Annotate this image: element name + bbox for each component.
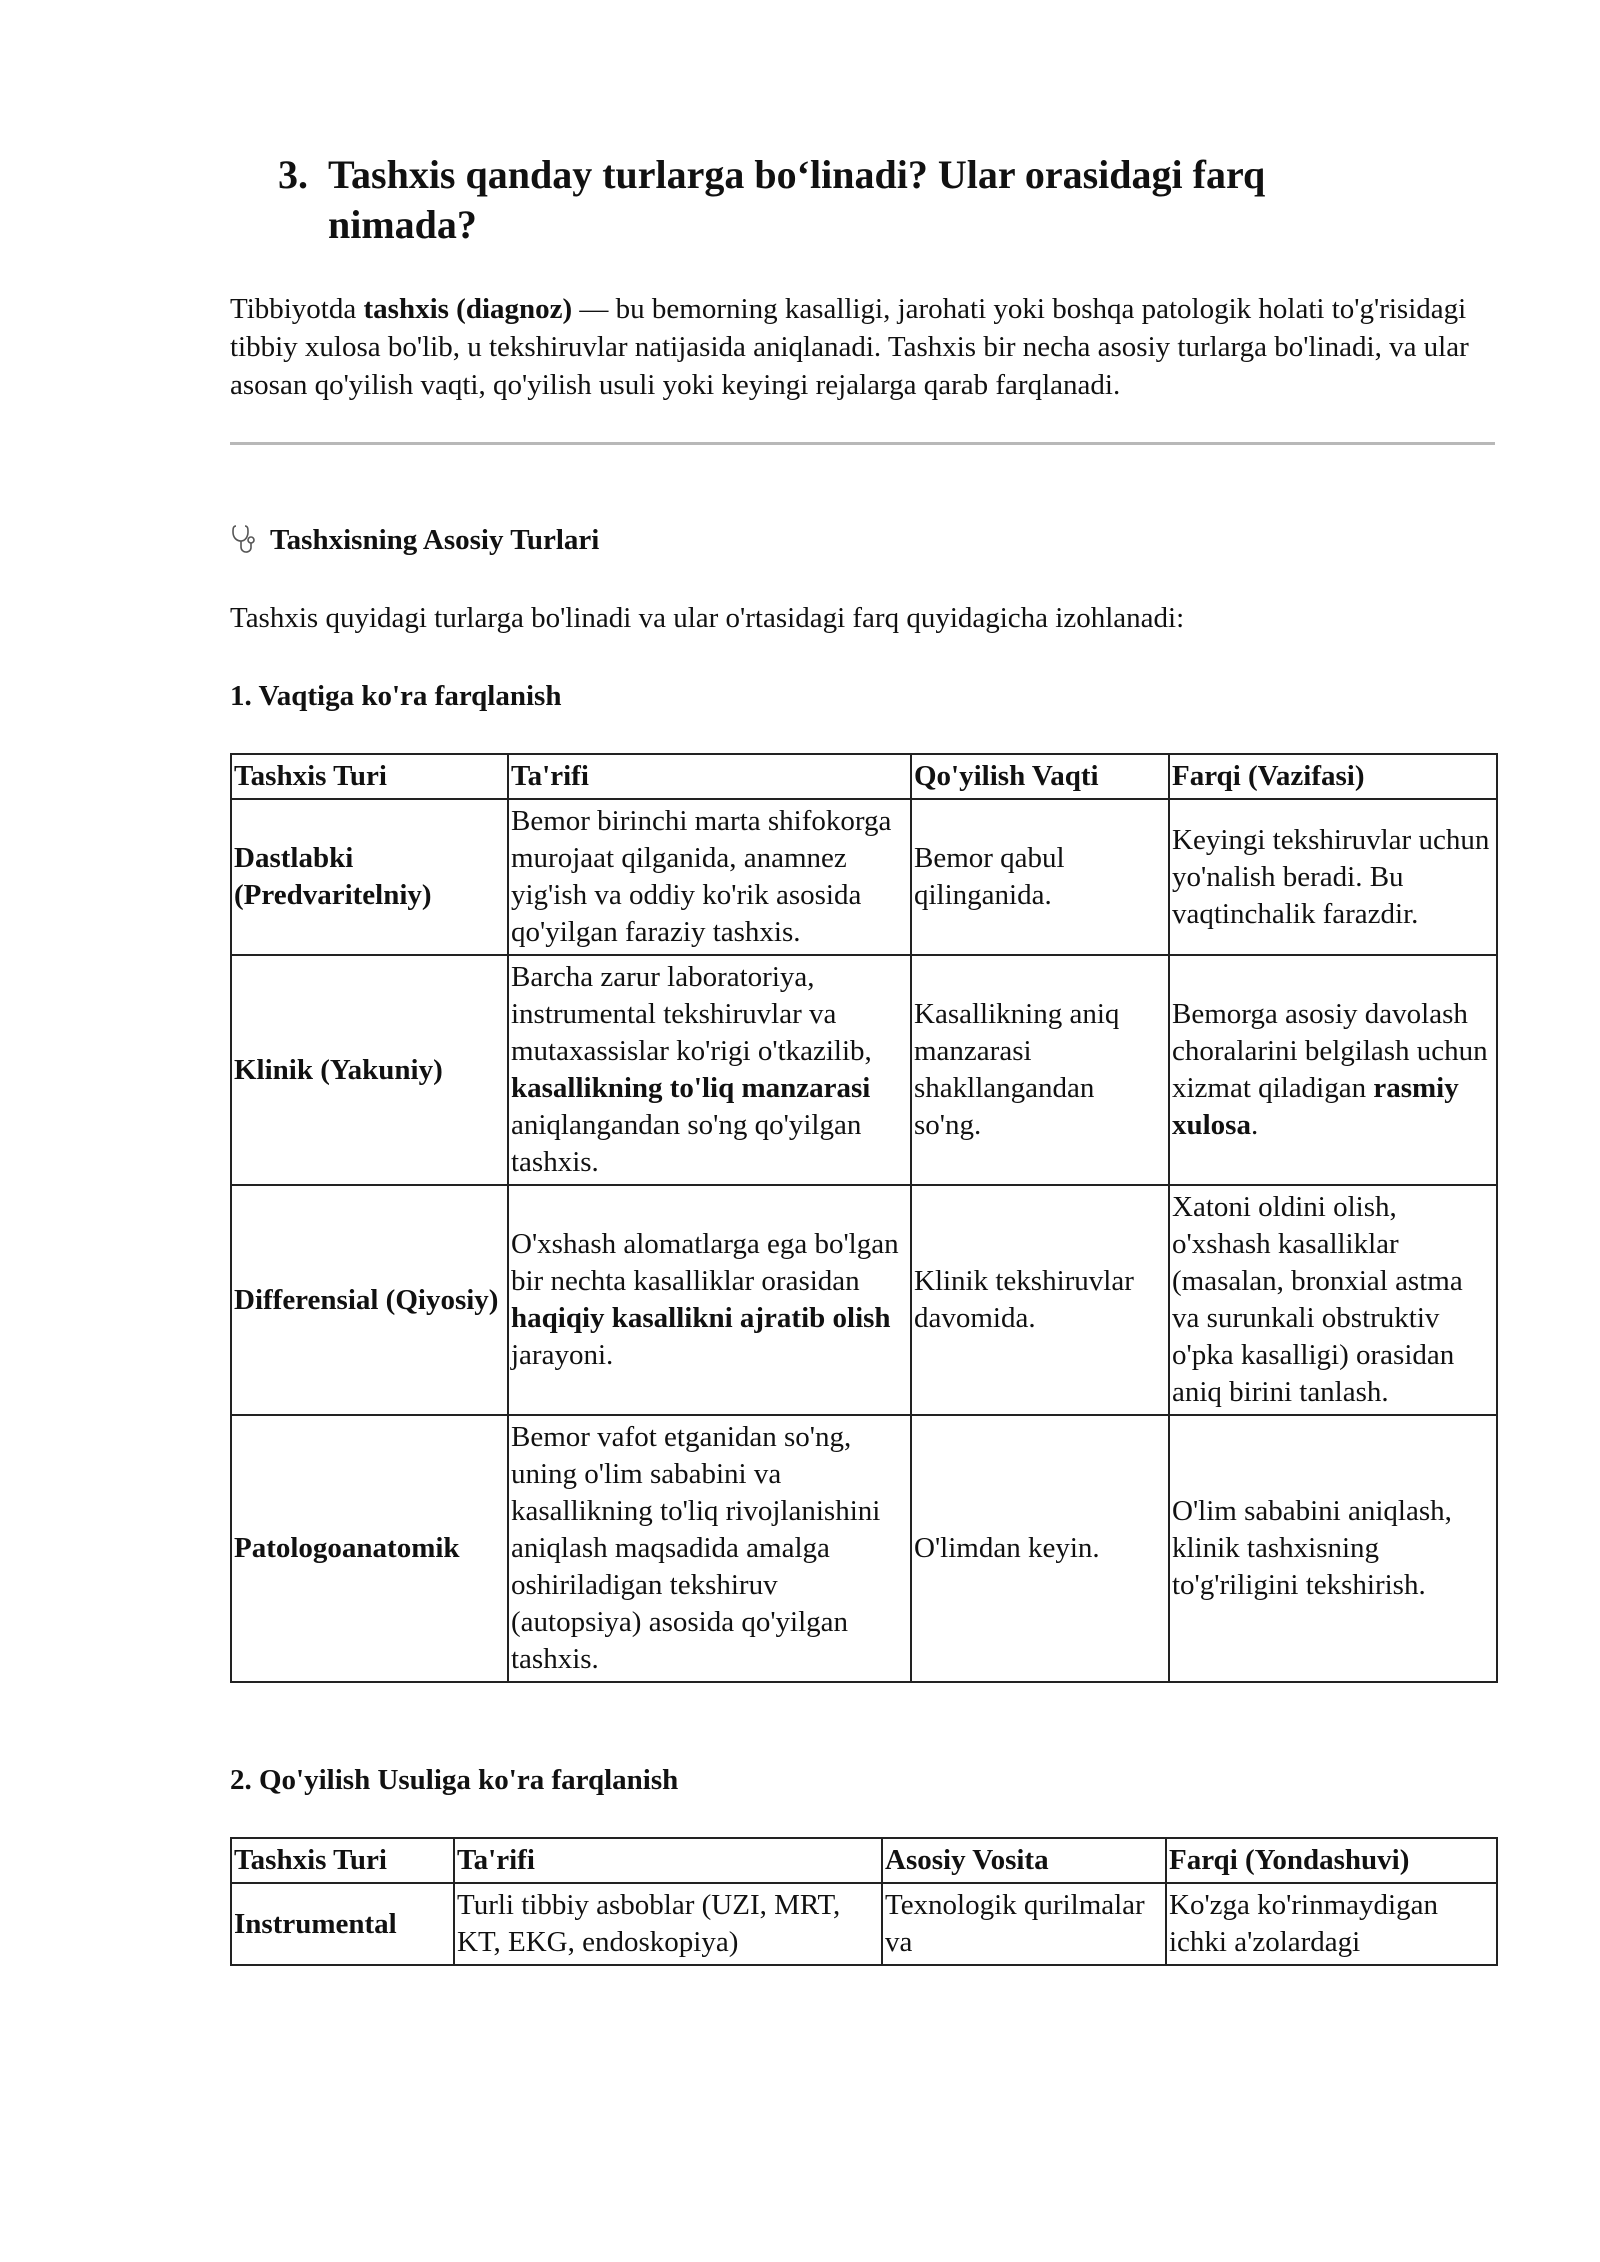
section-lead: Tashxis quyidagi turlarga bo'linadi va ular o'rtasidagi farq quyidagicha izohlanadi: (230, 602, 1185, 634)
difference-text: Bemorga asosiy davolash choralarini belgilash uchun xizmat qiladigan (1172, 998, 1488, 1104)
definition-cell: Bemor birinchi marta shifokorga murojaat qilganida, anamnez yig'ish va oddiy ko'rik asosida qo'yilgan faraziy tashxis. (508, 799, 911, 955)
difference-cell: Xatoni oldini olish, o'xshash kasalliklar (masalan, bronxial astma va surunkali obstruktiv o'pka kasalligi) orasidan aniq birini tanlash. (1169, 1185, 1497, 1415)
table-header-cell: Ta'rifi (454, 1838, 882, 1883)
table-header-cell: Tashxis Turi (231, 1838, 454, 1883)
time-cell: Klinik tekshiruvlar davomida. (911, 1185, 1169, 1415)
table-header-cell: Asosiy Vosita (882, 1838, 1166, 1883)
difference-cell: Ko'zga ko'rinmaydigan ichki a'zolardagi (1166, 1883, 1497, 1965)
definition-text: Barcha zarur laboratoriya, instrumental tekshiruvlar va mutaxassislar ko'rigi o'tkazilib, (511, 961, 872, 1067)
intro-bold-term: tashxis (diagnoz) (363, 293, 573, 325)
table-row (231, 955, 1497, 1185)
table2-title: 2. Qo'yilish Usuliga ko'ra farqlanish (230, 1764, 679, 1796)
difference-text: . (1250, 1109, 1259, 1141)
table-header-cell: Ta'rifi (508, 754, 911, 799)
table-header-cell: Tashxis Turi (231, 754, 508, 799)
intro-text-end: — bu bemorning kasalligi, jarohati yoki boshqa patologik holati to'g'risidagi tibbiy xulosa bo'lib, u tekshiruvlar natijasida aniqlanadi. Tashxis bir necha asosiy turlarga bo'linadi, va ular asosan qo'yilish vaqti, qo'yilish usuli yoki keyingi rejalarga qarab farqlanadi. (230, 293, 1469, 401)
definition-cell (508, 955, 911, 1185)
stethoscope-icon (230, 523, 256, 557)
diagnosis-type-cell: Klinik (Yakuniy) (231, 955, 508, 1185)
definition-text: O'xshash alomatlarga ega bo'lgan bir nechta kasalliklar orasidan (511, 1228, 899, 1297)
table-row (231, 799, 1497, 955)
definition-text: aniqlangandan so'ng qo'yilgan tashxis. (511, 1109, 862, 1178)
time-cell: Bemor qabul qilinganida. (911, 799, 1169, 955)
table-header-cell: Farqi (Vazifasi) (1169, 754, 1497, 799)
document-content (230, 150, 1495, 1966)
time-cell: O'limdan keyin. (911, 1415, 1169, 1682)
definition-cell: Turli tibbiy asboblar (UZI, MRT, KT, EKG, endoskopiya) (454, 1883, 882, 1965)
table-header-cell: Qo'yilish Vaqti (911, 754, 1169, 799)
table1-title: 1. Vaqtiga ko'ra farqlanish (230, 680, 562, 712)
question-heading (278, 150, 1495, 250)
time-diagnosis-table (230, 753, 1498, 1683)
section-title (230, 521, 1495, 559)
intro-text-start: Tibbiyotda (230, 293, 364, 325)
table-row (231, 1185, 1497, 1415)
difference-cell (1169, 955, 1497, 1185)
table-header-row (231, 1838, 1497, 1883)
definition-cell (508, 1185, 911, 1415)
method-diagnosis-table (230, 1837, 1498, 1966)
heading-text: Tashxis qanday turlarga bo‘linadi? Ular orasidagi farq nimada? (328, 152, 1266, 247)
difference-bold: rasmiy xulosa (1172, 1072, 1459, 1141)
tool-cell: Texnologik qurilmalar va (882, 1883, 1166, 1965)
difference-cell: O'lim sababini aniqlash, klinik tashxisning to'g'riligini tekshirish. (1169, 1415, 1497, 1682)
table-header-row (231, 754, 1497, 799)
diagnosis-type-cell: Patologoanatomik (231, 1415, 508, 1682)
difference-cell: Keyingi tekshiruvlar uchun yo'nalish beradi. Bu vaqtinchalik farazdir. (1169, 799, 1497, 955)
section-title-text: Tashxisning Asosiy Turlari (270, 524, 600, 556)
horizontal-divider (230, 442, 1495, 445)
definition-bold: kasallikning to'liq manzarasi (511, 1072, 871, 1104)
diagnosis-type-cell: Dastlabki (Predvaritelniy) (231, 799, 508, 955)
table-header-cell: Farqi (Yondashuvi) (1166, 1838, 1497, 1883)
table-row (231, 1883, 1497, 1965)
definition-text: jarayoni. (511, 1339, 614, 1371)
diagnosis-type-cell: Differensial (Qiyosiy) (231, 1185, 508, 1415)
definition-cell: Bemor vafot etganidan so'ng, uning o'lim sababini va kasallikning to'liq rivojlanishini aniqlash maqsadida amalga oshiriladigan tekshiruv (autopsiya) asosida qo'yilgan tashxis. (508, 1415, 911, 1682)
diagnosis-type-cell: Instrumental (231, 1883, 454, 1965)
table-row (231, 1415, 1497, 1682)
heading-number: 3. (278, 152, 308, 197)
intro-paragraph (230, 290, 1495, 404)
time-cell: Kasallikning aniq manzarasi shakllangandan so'ng. (911, 955, 1169, 1185)
definition-bold: haqiqiy kasallikni ajratib olish (511, 1302, 891, 1334)
